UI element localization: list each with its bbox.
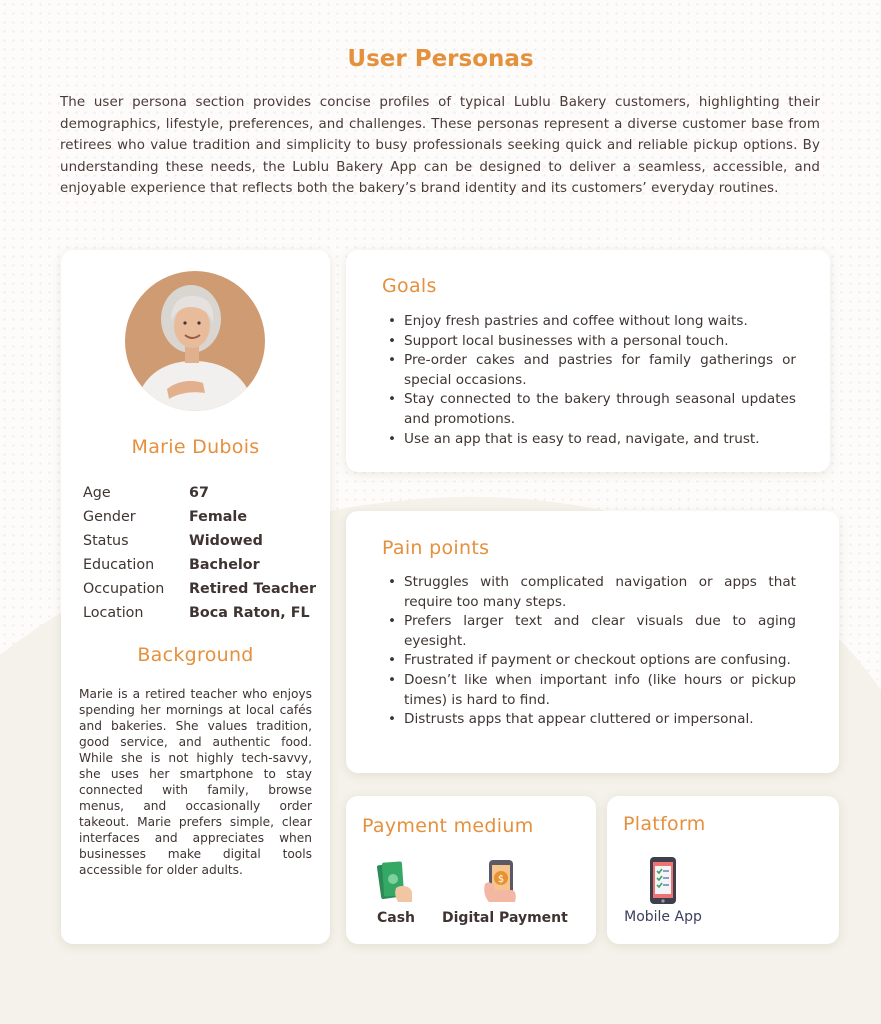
- payment-option-digital: [442, 858, 568, 926]
- detail-label: Location: [83, 605, 144, 621]
- detail-value: Widowed: [189, 533, 263, 549]
- list-item: • Support local businesses with a personal touch.: [386, 332, 796, 352]
- persona-profile-card: [61, 250, 330, 944]
- payment-option-label: Digital Payment: [442, 910, 568, 926]
- detail-label: Status: [83, 533, 129, 549]
- persona-details: [83, 481, 323, 625]
- detail-row-age: [83, 481, 323, 505]
- intro-paragraph: The user persona section provides concise profiles of typical Lublu Bakery customers, highlighting their demographics, lifestyle, preferences, and challenges. These personas represent a diverse customer base from retirees who value tradition and simplicity to busy professionals seeking quick and reliable pickup options. By understanding these needs, the Lublu Bakery App can be designed to deliver a seamless, accessible, and enjoyable experience that reflects both the bakery’s brand identity and its customers’ everyday routines.: [60, 95, 820, 196]
- detail-label: Gender: [83, 509, 136, 525]
- payment-option-cash: [366, 858, 426, 926]
- platform-label: Mobile App: [624, 909, 702, 925]
- cash-icon: [376, 858, 416, 904]
- background-heading: Background: [137, 644, 254, 666]
- detail-row-occupation: [83, 577, 323, 601]
- detail-value: Female: [189, 509, 248, 525]
- detail-value: Retired Teacher: [189, 581, 316, 597]
- pain-points-heading: Pain points: [382, 537, 490, 559]
- list-item: • Use an app that is easy to read, navigate, and trust.: [386, 430, 796, 450]
- list-item: • Doesn’t like when important info (like hours or pickup times) is hard to find.: [386, 671, 796, 710]
- list-item: • Enjoy fresh pastries and coffee without long waits.: [386, 312, 796, 332]
- goals-list: [386, 312, 796, 449]
- list-item: • Stay connected to the bakery through seasonal updates and promotions.: [386, 390, 796, 429]
- detail-label: Education: [83, 557, 155, 573]
- persona-avatar: [125, 271, 265, 411]
- platform-option-mobile: [621, 856, 705, 925]
- platform-card: [607, 796, 839, 944]
- page-title: User Personas: [347, 46, 534, 72]
- detail-row-gender: [83, 505, 323, 529]
- goals-card: [346, 250, 830, 472]
- mobile-app-icon: [648, 856, 678, 906]
- list-item: • Prefers larger text and clear visuals due to aging eyesight.: [386, 612, 796, 651]
- goals-heading: Goals: [382, 275, 437, 297]
- platform-heading: Platform: [623, 813, 706, 835]
- pain-points-card: [346, 511, 839, 773]
- list-item: • Distrusts apps that appear cluttered or impersonal.: [386, 710, 796, 730]
- detail-row-education: [83, 553, 323, 577]
- digital-payment-icon: [481, 858, 521, 904]
- list-item: • Pre-order cakes and pastries for family gatherings or special occasions.: [386, 351, 796, 390]
- detail-label: Age: [83, 485, 111, 501]
- payment-heading: Payment medium: [362, 815, 534, 837]
- list-item: • Struggles with complicated navigation or apps that require too many steps.: [386, 573, 796, 612]
- detail-row-status: [83, 529, 323, 553]
- background-text: Marie is a retired teacher who enjoys spending her mornings at local cafés and bakeries. She values tradition, good service, and authentic food. While she is not highly tech-savvy, she uses her smartphone to stay connected with family, browse menus, and occasionally order takeout. Marie prefers simple, clear interfaces and appreciates when businesses make digital tools accessible for older adults.: [79, 687, 312, 877]
- detail-value: 67: [189, 485, 209, 501]
- svg-text:$: $: [497, 874, 505, 885]
- payment-option-label: Cash: [376, 910, 416, 926]
- persona-name: Marie Dubois: [131, 436, 260, 458]
- detail-label: Occupation: [83, 581, 165, 597]
- detail-value: Boca Raton, FL: [189, 605, 310, 621]
- pain-points-list: [386, 573, 796, 730]
- detail-value: Bachelor: [189, 557, 260, 573]
- payment-medium-card: [346, 796, 596, 944]
- list-item: • Frustrated if payment or checkout options are confusing.: [386, 651, 796, 671]
- detail-row-location: [83, 601, 323, 625]
